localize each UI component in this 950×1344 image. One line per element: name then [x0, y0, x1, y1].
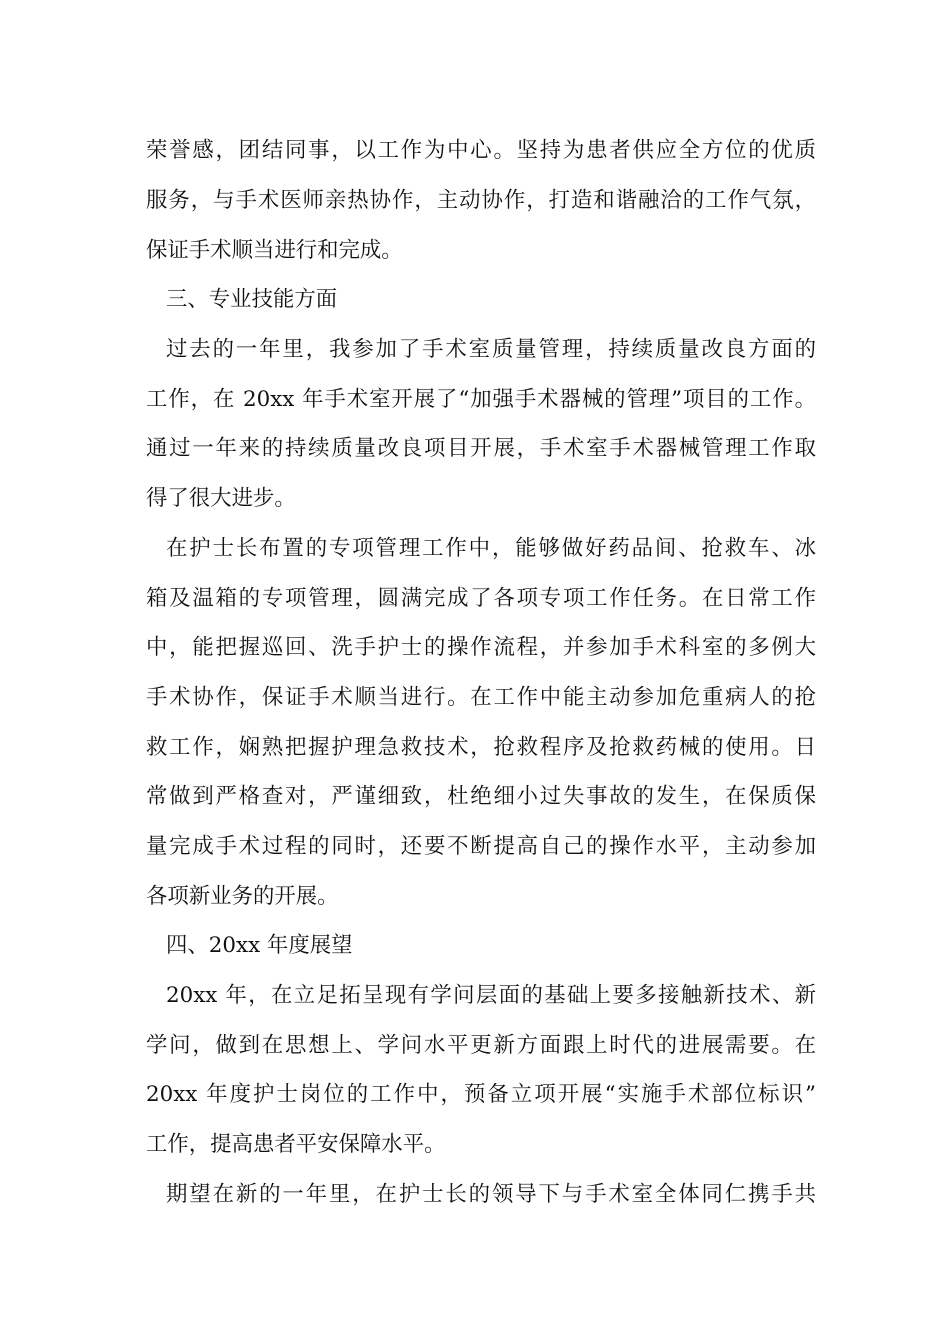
text-line: 得了很大进步。	[146, 486, 296, 511]
text-line: 过去的一年里，我参加了手术室质量管理，持续质量改良方面的	[166, 337, 816, 362]
text-line: 通过一年来的持续质量改良项目开展，手术室手术器械管理工作取	[146, 436, 816, 461]
text-line: 工作，在 20xx 年手术室开展了“加强手术器械的管理”项目的工作。	[146, 387, 816, 412]
section-heading: 三、专业技能方面	[166, 287, 338, 312]
text-line: 服务，与手术医师亲热协作，主动协作，打造和谐融洽的工作气氛，	[146, 188, 816, 213]
text-line: 中，能把握巡回、洗手护士的操作流程，并参加手术科室的多例大	[146, 635, 816, 660]
text-line: 各项新业务的开展。	[146, 884, 339, 909]
text-line: 荣誉感，团结同事，以工作为中心。坚持为患者供应全方位的优质	[146, 138, 816, 163]
text-line: 量完成手术过程的同时，还要不断提高自己的操作水平，主动参加	[146, 834, 816, 859]
text-line: 学问，做到在思想上、学问水平更新方面跟上时代的进展需要。在	[146, 1033, 816, 1058]
text-line: 20xx 年，在立足拓呈现有学问层面的基础上要多接触新技术、新	[166, 983, 816, 1008]
text-line: 期望在新的一年里，在护士长的领导下与手术室全体同仁携手共	[166, 1182, 816, 1207]
text-line: 常做到严格查对，严谨细致，杜绝细小过失事故的发生，在保质保	[146, 784, 816, 809]
text-line: 保证手术顺当进行和完成。	[146, 238, 403, 263]
text-line: 在护士长布置的专项管理工作中，能够做好药品间、抢救车、冰	[166, 536, 816, 561]
text-line: 箱及温箱的专项管理，圆满完成了各项专项工作任务。在日常工作	[146, 586, 816, 611]
text-line: 手术协作，保证手术顺当进行。在工作中能主动参加危重病人的抢	[146, 685, 816, 710]
section-heading: 四、20xx 年度展望	[166, 933, 353, 958]
text-line: 工作，提高患者平安保障水平。	[146, 1132, 446, 1157]
text-line: 20xx 年度护士岗位的工作中，预备立项开展“实施手术部位标识”	[146, 1082, 816, 1107]
text-line: 救工作，娴熟把握护理急救技术，抢救程序及抢救药械的使用。日	[146, 735, 816, 760]
